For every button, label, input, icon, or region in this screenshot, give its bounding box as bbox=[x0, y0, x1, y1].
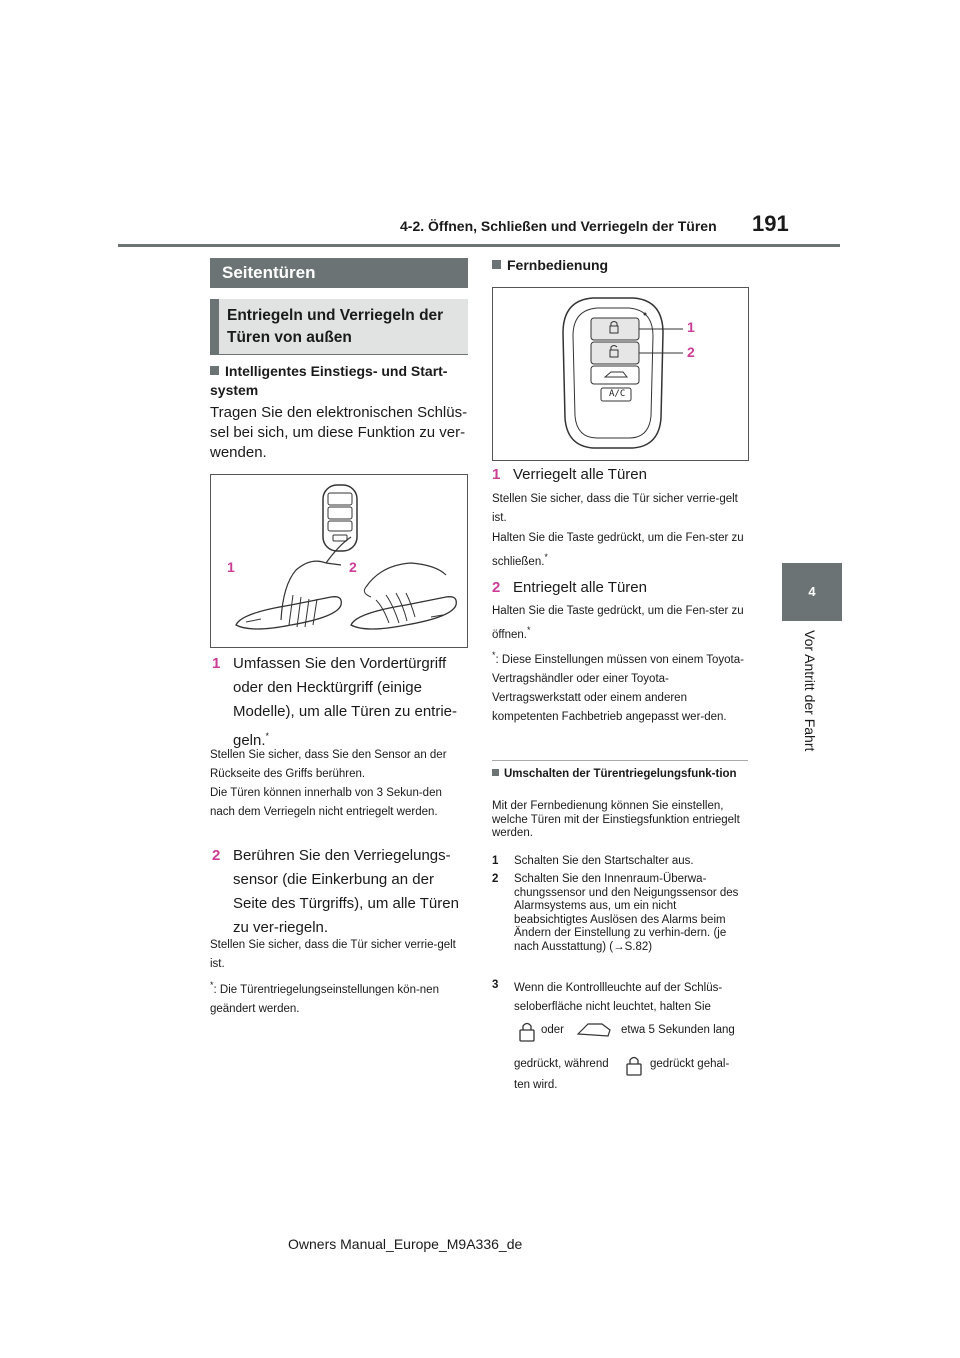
remote-heading: Fernbedienung bbox=[492, 256, 608, 275]
smart-entry-heading: Intelligentes Einstiegs- und Start-system bbox=[210, 363, 448, 398]
right-footnote: *: Diese Einstellungen müssen von einem Toyota-Vertragshändler oder einer Toyota-Vertragswerkstatt oder einem anderen kompetenten Fachbetrieb angepasst wer-den. bbox=[492, 650, 744, 723]
step-1-note-b: Die Türen können innerhalb von 3 Sekun-den nach dem Verriegeln nicht entriegelt werden. bbox=[210, 787, 442, 818]
switch-step-3-end: ten wird. bbox=[514, 1079, 558, 1091]
chapter-title: Vor Antritt der Fahrt bbox=[802, 630, 818, 752]
switch-heading: Umschalten der Türentriegelungsfunk-tion bbox=[492, 767, 748, 781]
square-bullet-icon bbox=[492, 260, 501, 269]
step-1-note-a: Stellen Sie sicher, dass Sie den Sensor an der Rückseite des Griffs berühren. bbox=[210, 749, 447, 780]
door-handle-illustration bbox=[211, 475, 467, 647]
remote-key-figure bbox=[492, 287, 749, 461]
step-2-text: Berühren Sie den Verriegelungs-sensor (die Einkerbung an der Seite des Türgriffs), um alle Türen zu ver-riegeln. bbox=[233, 847, 459, 936]
footer-text: Owners Manual_Europe_M9A336_de bbox=[288, 1236, 523, 1252]
left-footnote: *: Die Türentriegelungseinstellungen kön-nen geändert werden. bbox=[210, 980, 439, 1015]
figure-label-2: 2 bbox=[349, 559, 357, 575]
step-2-note: Stellen Sie sicher, dass die Tür sicher verrie-gelt ist. bbox=[210, 939, 456, 970]
or-text: oder bbox=[541, 1024, 565, 1036]
step-1-text: Umfassen Sie den Vordertürgriff oder den Hecktürgriff (einige Modelle), um alle Türen zu entrie-geln.* bbox=[233, 655, 457, 749]
footnote-mark: * bbox=[265, 731, 270, 741]
remote-step-2-text: Entriegelt alle Türen bbox=[513, 579, 647, 596]
header-rule bbox=[118, 244, 840, 247]
figure-label-1: 1 bbox=[227, 559, 235, 575]
switch-step-1-text: Schalten Sie den Startschalter aus. bbox=[514, 855, 694, 867]
section-banner: Seitentüren bbox=[210, 258, 468, 288]
subsection-rule bbox=[210, 354, 468, 355]
figure-label-1: 1 bbox=[687, 319, 695, 335]
door-handle-figure bbox=[210, 474, 468, 648]
held-text: gedrückt gehal- bbox=[650, 1058, 730, 1070]
square-bullet-icon bbox=[210, 366, 219, 375]
figure-label-2: 2 bbox=[687, 344, 695, 360]
remote-key-illustration bbox=[493, 288, 748, 460]
switch-step-2-text: Schalten Sie den Innenraum-Überwa-chungssensor und den Neigungssensor des Alarmsystems aus, um ein nicht beabsichtigtes Auslösen des Alarms beim Ändern der Einstellung zu verhin-dern. (je nach Ausstattung) (→S.82) bbox=[514, 873, 739, 953]
subsection-banner: Entriegeln und Verriegeln der Türen von außen bbox=[210, 299, 468, 355]
switch-step-3-number: 3 bbox=[492, 979, 499, 991]
switch-intro: Mit der Fernbedienung können Sie einstellen, welche Türen mit der Einstiegsfunktion entriegelt werden. bbox=[492, 800, 740, 839]
remote-step-1-note-a: Stellen Sie sicher, dass die Tür sicher verrie-gelt ist. bbox=[492, 493, 738, 524]
remote-step-1-number: 1 bbox=[492, 466, 501, 483]
remote-step-2-note: Halten Sie die Taste gedrückt, um die Fen-ster zu öffnen.* bbox=[492, 605, 744, 641]
remote-step-1-note-b: Halten Sie die Taste gedrückt, um die Fen-ster zu schließen.* bbox=[492, 532, 744, 568]
switch-step-3-line-a bbox=[514, 1020, 754, 1044]
lock-button-icon bbox=[516, 1020, 538, 1042]
remote-step-2-number: 2 bbox=[492, 579, 501, 596]
step-1-number: 1 bbox=[212, 655, 221, 672]
duration-text: etwa 5 Sekunden lang bbox=[621, 1024, 735, 1036]
square-bullet-icon bbox=[492, 769, 499, 776]
lock-button-icon bbox=[623, 1054, 645, 1076]
back-door-button-icon bbox=[576, 1020, 612, 1042]
switch-step-2-number: 2 bbox=[492, 873, 499, 885]
page-number: 191 bbox=[752, 211, 789, 236]
divider-rule bbox=[492, 760, 748, 761]
ac-button-label: A/C bbox=[609, 389, 626, 399]
chapter-side-label bbox=[782, 630, 842, 770]
switch-step-3-line-b bbox=[514, 1054, 754, 1078]
step-2-number: 2 bbox=[212, 847, 221, 864]
pressed-text: gedrückt, während bbox=[514, 1058, 609, 1070]
section-title: 4-2. Öffnen, Schließen und Verriegeln der Türen bbox=[400, 218, 717, 234]
switch-step-3-text: Wenn die Kontrollleuchte auf der Schlüs-seloberfläche nicht leuchtet, halten Sie bbox=[514, 982, 723, 1013]
switch-step-1-number: 1 bbox=[492, 855, 499, 867]
smart-entry-text: Tragen Sie den elektronischen Schlüs-sel bei sich, um diese Funktion zu ver-wenden. bbox=[210, 404, 468, 461]
remote-step-1-text: Verriegelt alle Türen bbox=[513, 466, 647, 483]
chapter-number-tab: 4 bbox=[782, 563, 842, 621]
